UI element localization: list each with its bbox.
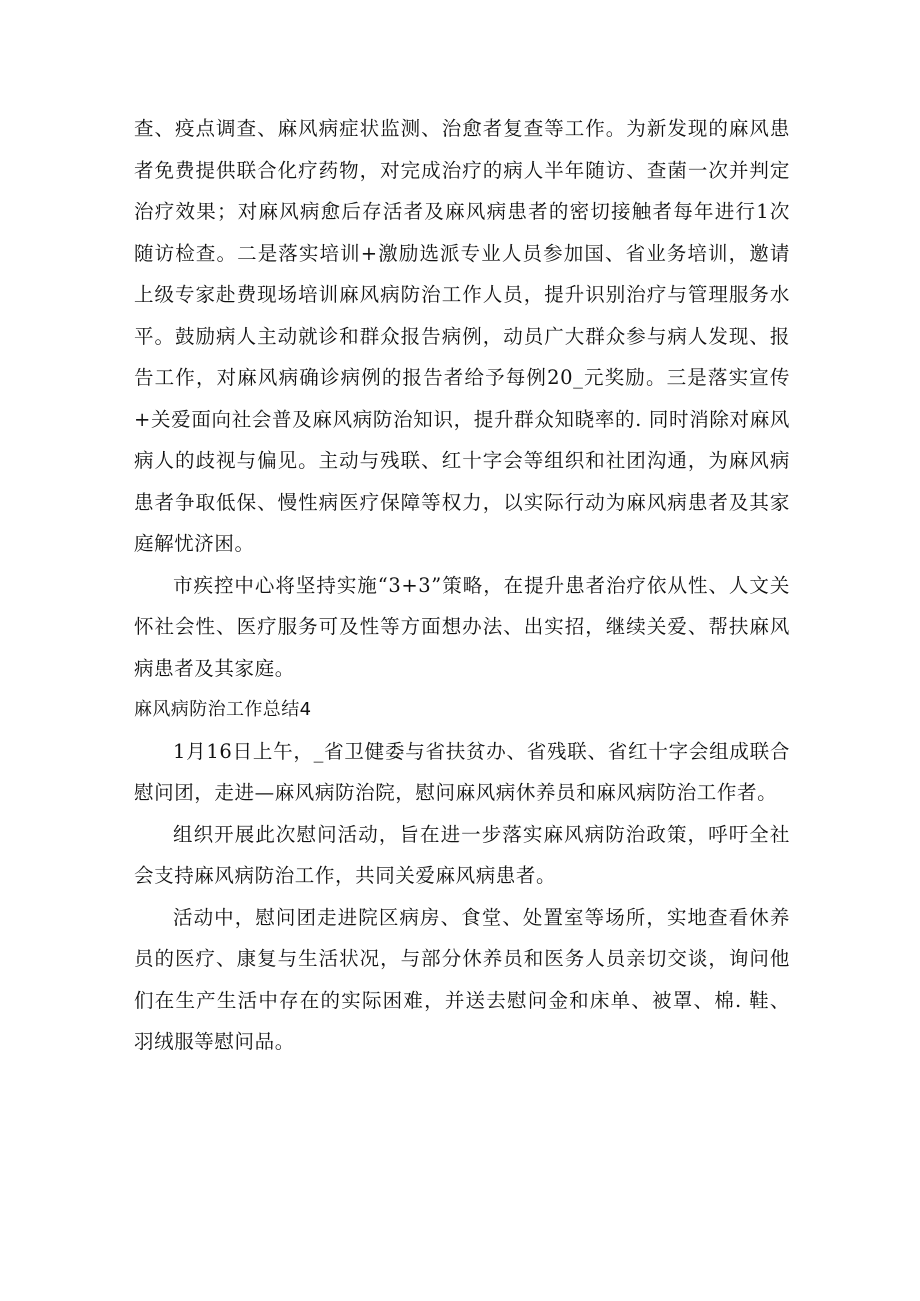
paragraph-visit-purpose: 组织开展此次慰问活动，旨在进一步落实麻风病防治政策，呼吁全社会支持麻风病防治工作，共同关爱麻风病患者。 bbox=[134, 822, 790, 887]
paragraph-visit-intro: 1月16日上午，_省卫健委与省扶贫办、省残联、省红十字会组成联合慰问团，走进—麻风病防治院，慰问麻风病休养员和麻风病防治工作者。 bbox=[134, 739, 790, 804]
paragraph-continued-measures: 查、疫点调查、麻风病症状监测、治愈者复查等工作。为新发现的麻风患者免费提供联合化疗药物，对完成治疗的病人半年随访、查菌一次并判定治疗效果；对麻风病愈后存活者及麻风病患者的密切接触者每年进行1次随访检查。二是落实培训+激励选派专业人员参加国、省业务培训，邀请上级专家赴费现场培训麻风病防治工作人员，提升识别治疗与管理服务水平。鼓励病人主动就诊和群众报告病例，动员广大群众参与病人发现、报告工作，对麻风病确诊病例的报告者给予每例20_元奖励。三是落实宣传+关爱面向社会普及麻风病防治知识，提升群众知晓率的. 同时消除对麻风病人的歧视与偏见。主动与残联、红十字会等组织和社团沟通，为麻风病患者争取低保、慢性病医疗保障等权力，以实际行动为麻风病患者及其家庭解忧济困。 bbox=[134, 117, 790, 555]
paragraph-visit-activities: 活动中，慰问团走进院区病房、食堂、处置室等场所，实地查看休养员的医疗、康复与生活状况，与部分休养员和医务人员亲切交谈，询问他们在生产生活中存在的实际困难，并送去慰问金和床单、被罩、棉. 鞋、羽绒服等慰问品。 bbox=[134, 905, 790, 1053]
document-page bbox=[134, 108, 790, 1063]
paragraph-3plus3-strategy: 市疾控中心将坚持实施“3+3”策略，在提升患者治疗依从性、人文关怀社会性、医疗服务可及性等方面想办法、出实招，继续关爱、帮扶麻风病患者及其家庭。 bbox=[134, 573, 790, 680]
section-heading: 麻风病防治工作总结4 bbox=[134, 699, 312, 720]
